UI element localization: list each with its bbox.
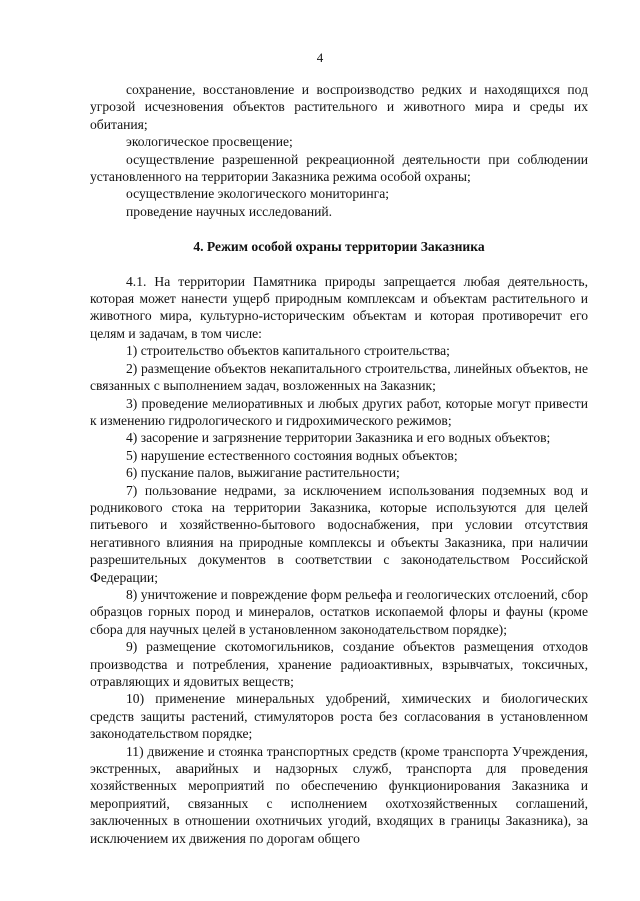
list-item-6: 6) пускание палов, выжигание растительности; (126, 465, 400, 481)
intro-paragraph-4: осуществление экологического мониторинга; (126, 186, 390, 202)
list-item-5: 5) нарушение естественного состояния водных объектов; (126, 447, 458, 463)
intro-paragraph-1: сохранение, восстановление и воспроизводство редких и находящихся под угрозой исчезновения объектов растительного и животного мира и среды их обитания; (90, 82, 588, 132)
list-item-3: 3) проведение мелиоративных и любых других работ, которые могут привести к изменению гидрологического и гидрохимического режимов; (90, 395, 588, 428)
list-item-2: 2) размещение объектов некапитального строительства, линейных объектов, не связанных с выполнением задач, возложенных на Заказник; (90, 360, 588, 394)
page-number: 4 (316, 50, 324, 65)
intro-paragraph-2: экологическое просвещение; (126, 134, 293, 150)
section-paragraph-4-1: 4.1. На территории Памятника природы запрещается любая деятельность, которая может нанести ущерб природным комплексам и объектам растительного и животного мира, культурно-историческим объектам и которая противоречит его целям и задачам, в том числе: (90, 273, 588, 341)
document-body (90, 81, 588, 847)
list-item-10: 10) применение минеральных удобрений, химических и биологических средств защиты растений, стимуляторов роста без согласования в установленном законодательством порядке; (90, 691, 588, 742)
list-item-4: 4) засорение и загрязнение территории Заказника и его водных объектов; (126, 430, 551, 446)
list-item-9: 9) размещение скотомогильников, создание объектов размещения отходов производства и потребления, хранение радиоактивных, взрывчатых, токсичных, отравляющих и ядовитых веществ; (90, 639, 588, 689)
section-heading: 4. Режим особой охраны территории Заказника (193, 239, 485, 255)
intro-paragraph-3: осуществление разрешенной рекреационной деятельности при соблюдении установленного на территории Заказника режима особой охраны; (90, 151, 588, 185)
list-item-11: 11) движение и стоянка транспортных средств (кроме транспорта Учреждения, экстренных, аварийных и надзорных служб, транспорта для проведения хозяйственных мероприятий по обеспечению функционирования Заказника и мероприятий, связанных с исполнением охотхозяйственных соглашений, заключенных в отношении охотничьих угодий, входящих в границы Заказника), за исключением их движения по дорогам общего (90, 743, 588, 846)
list-item-8: 8) уничтожение и повреждение форм рельефа и геологических отслоений, сбор образцов горных пород и минералов, остатков ископаемой флоры и фауны (кроме сбора для научных целей в установленном законодательством порядке); (90, 586, 588, 637)
list-item-7: 7) пользование недрами, за исключением использования подземных вод и родникового стока на территории Заказника, которые используются для целей питьевого и хозяйственно-бытового водоснабжения, при условии отсутствия негативного влияния на природные комплексы и объекты Заказника, при наличии разрешительных документов в соответствии с законодательством Российской Федерации; (90, 482, 588, 585)
intro-paragraph-5: проведение научных исследований. (126, 203, 333, 219)
list-item-1: 1) строительство объектов капитального строительства; (126, 343, 450, 359)
